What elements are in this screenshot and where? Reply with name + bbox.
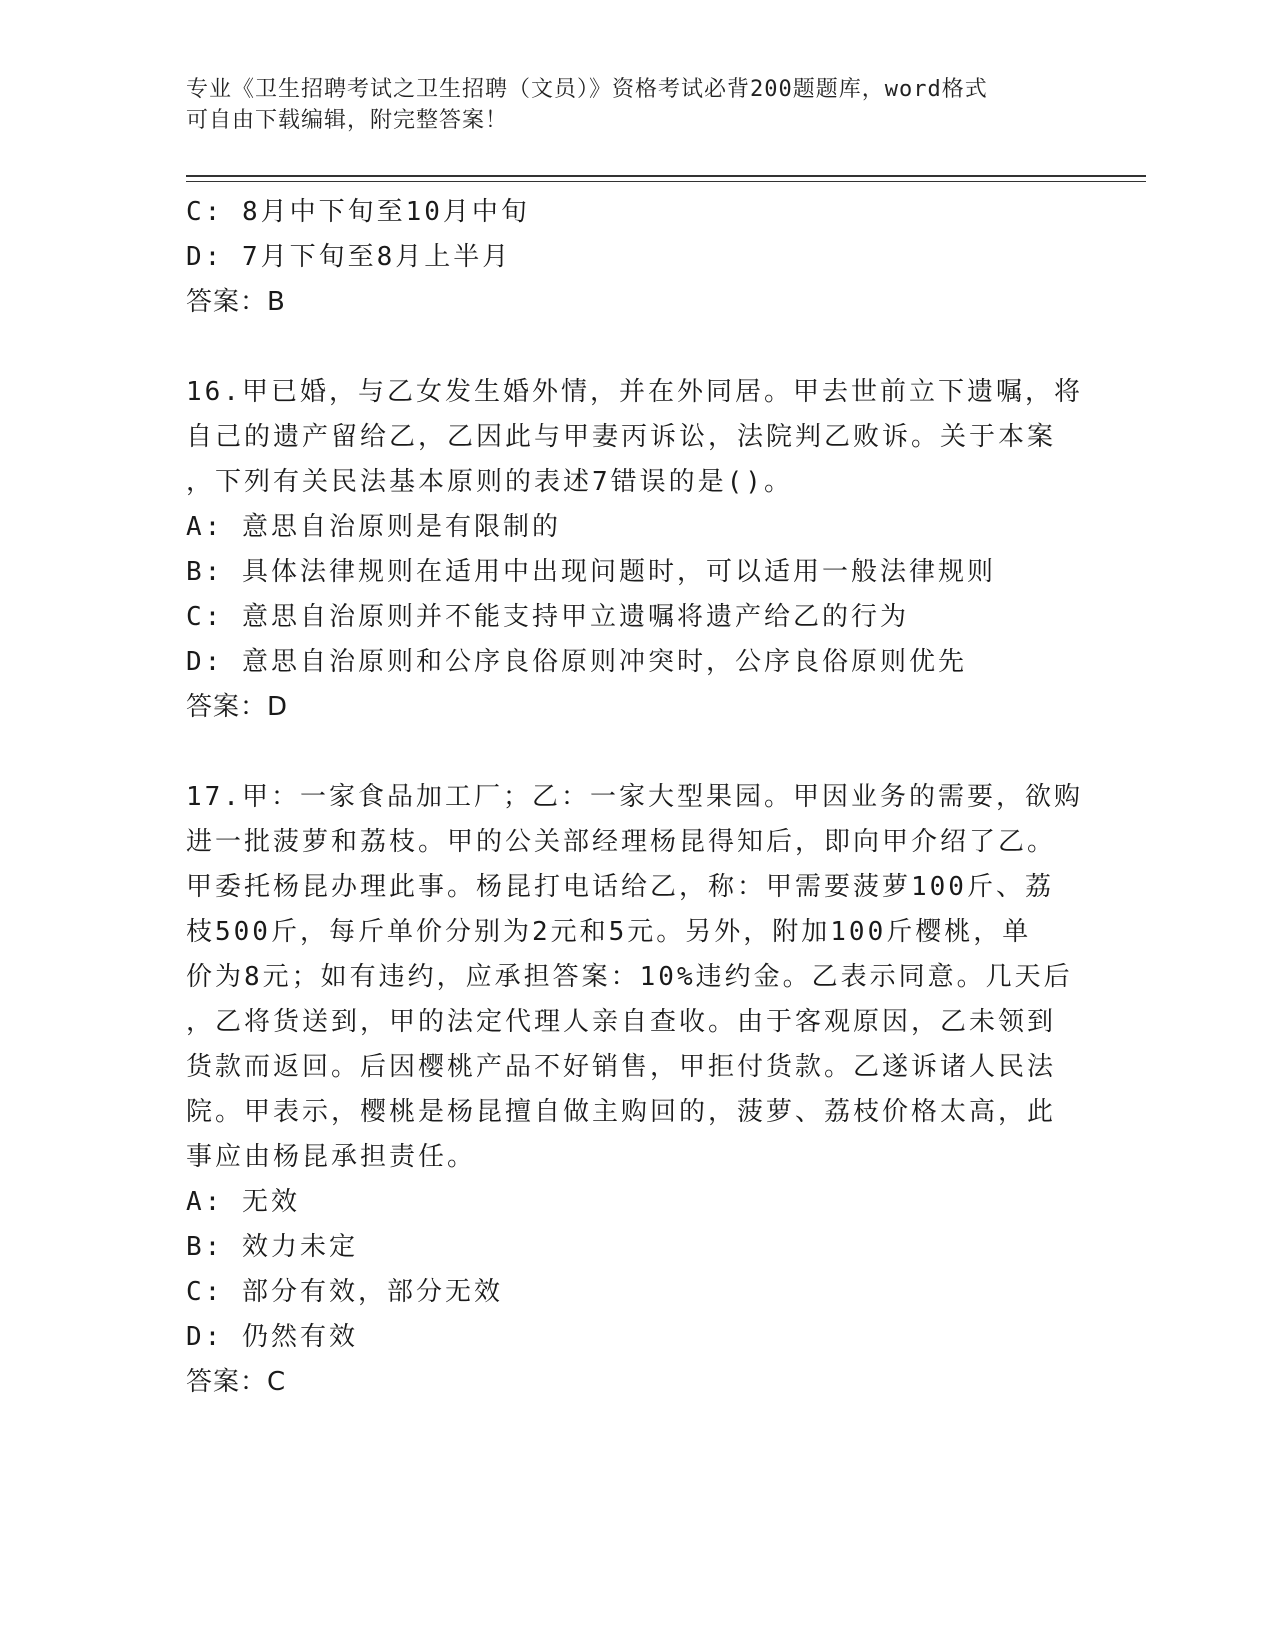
option-a: A: 无效 [186, 1187, 300, 1217]
header-line-2: 可自由下载编辑，附完整答案！ [186, 108, 509, 133]
question-16 [186, 370, 1086, 730]
document-body [186, 190, 1086, 1405]
answer-line: 答案：B [186, 287, 286, 317]
header-divider [186, 175, 1146, 182]
question-stem-line: 17.甲：一家食品加工厂；乙：一家大型果园。甲因业务的需要，欲购 [186, 782, 1083, 812]
option-b: B: 效力未定 [186, 1232, 358, 1262]
option-b: B: 具体法律规则在适用中出现问题时，可以适用一般法律规则 [186, 557, 996, 587]
option-c: C: 8月中下旬至10月中旬 [186, 197, 530, 227]
answer-line: 答案：D [186, 692, 289, 722]
option-c: C: 部分有效，部分无效 [186, 1277, 503, 1307]
question-stem-line: 事应由杨昆承担责任。 [186, 1142, 477, 1172]
question-stem-line: ，乙将货送到，甲的法定代理人亲自查收。由于客观原因，乙未领到 [186, 1007, 1057, 1037]
option-c: C: 意思自治原则并不能支持甲立遗嘱将遗产给乙的行为 [186, 602, 909, 632]
spacer [186, 325, 1086, 370]
option-d: D: 7月下旬至8月上半月 [186, 242, 512, 272]
question-stem-line: 甲委托杨昆办理此事。杨昆打电话给乙，称：甲需要菠萝100斤、荔 [186, 872, 1054, 902]
question-stem-line: 进一批菠萝和荔枝。甲的公关部经理杨昆得知后，即向甲介绍了乙。 [186, 827, 1057, 857]
question-17 [186, 775, 1086, 1405]
option-d: D: 仍然有效 [186, 1322, 358, 1352]
question-stem-line: 自己的遗产留给乙，乙因此与甲妻丙诉讼，法院判乙败诉。关于本案 [186, 422, 1057, 452]
option-a: A: 意思自治原则是有限制的 [186, 512, 561, 542]
question-stem-line: 院。甲表示，樱桃是杨昆擅自做主购回的，菠萝、荔枝价格太高，此 [186, 1097, 1057, 1127]
document-header [186, 74, 1086, 136]
question-stem-line: 价为8元；如有违约，应承担答案：10%违约金。乙表示同意。几天后 [186, 962, 1073, 992]
question-stem-line: ，下列有关民法基本原则的表述7错误的是()。 [186, 467, 793, 497]
header-line-1: 专业《卫生招聘考试之卫生招聘（文员）》资格考试必背200题题库，word格式 [186, 77, 988, 102]
answer-line: 答案：C [186, 1367, 287, 1397]
question-stem-line: 枝500斤，每斤单价分别为2元和5元。另外，附加100斤樱桃，单 [186, 917, 1032, 947]
question-15-tail [186, 190, 1086, 325]
question-stem-line: 货款而返回。后因樱桃产品不好销售，甲拒付货款。乙遂诉诸人民法 [186, 1052, 1057, 1082]
question-stem-line: 16.甲已婚，与乙女发生婚外情，并在外同居。甲去世前立下遗嘱，将 [186, 377, 1083, 407]
option-d: D: 意思自治原则和公序良俗原则冲突时，公序良俗原则优先 [186, 647, 967, 677]
spacer [186, 730, 1086, 775]
